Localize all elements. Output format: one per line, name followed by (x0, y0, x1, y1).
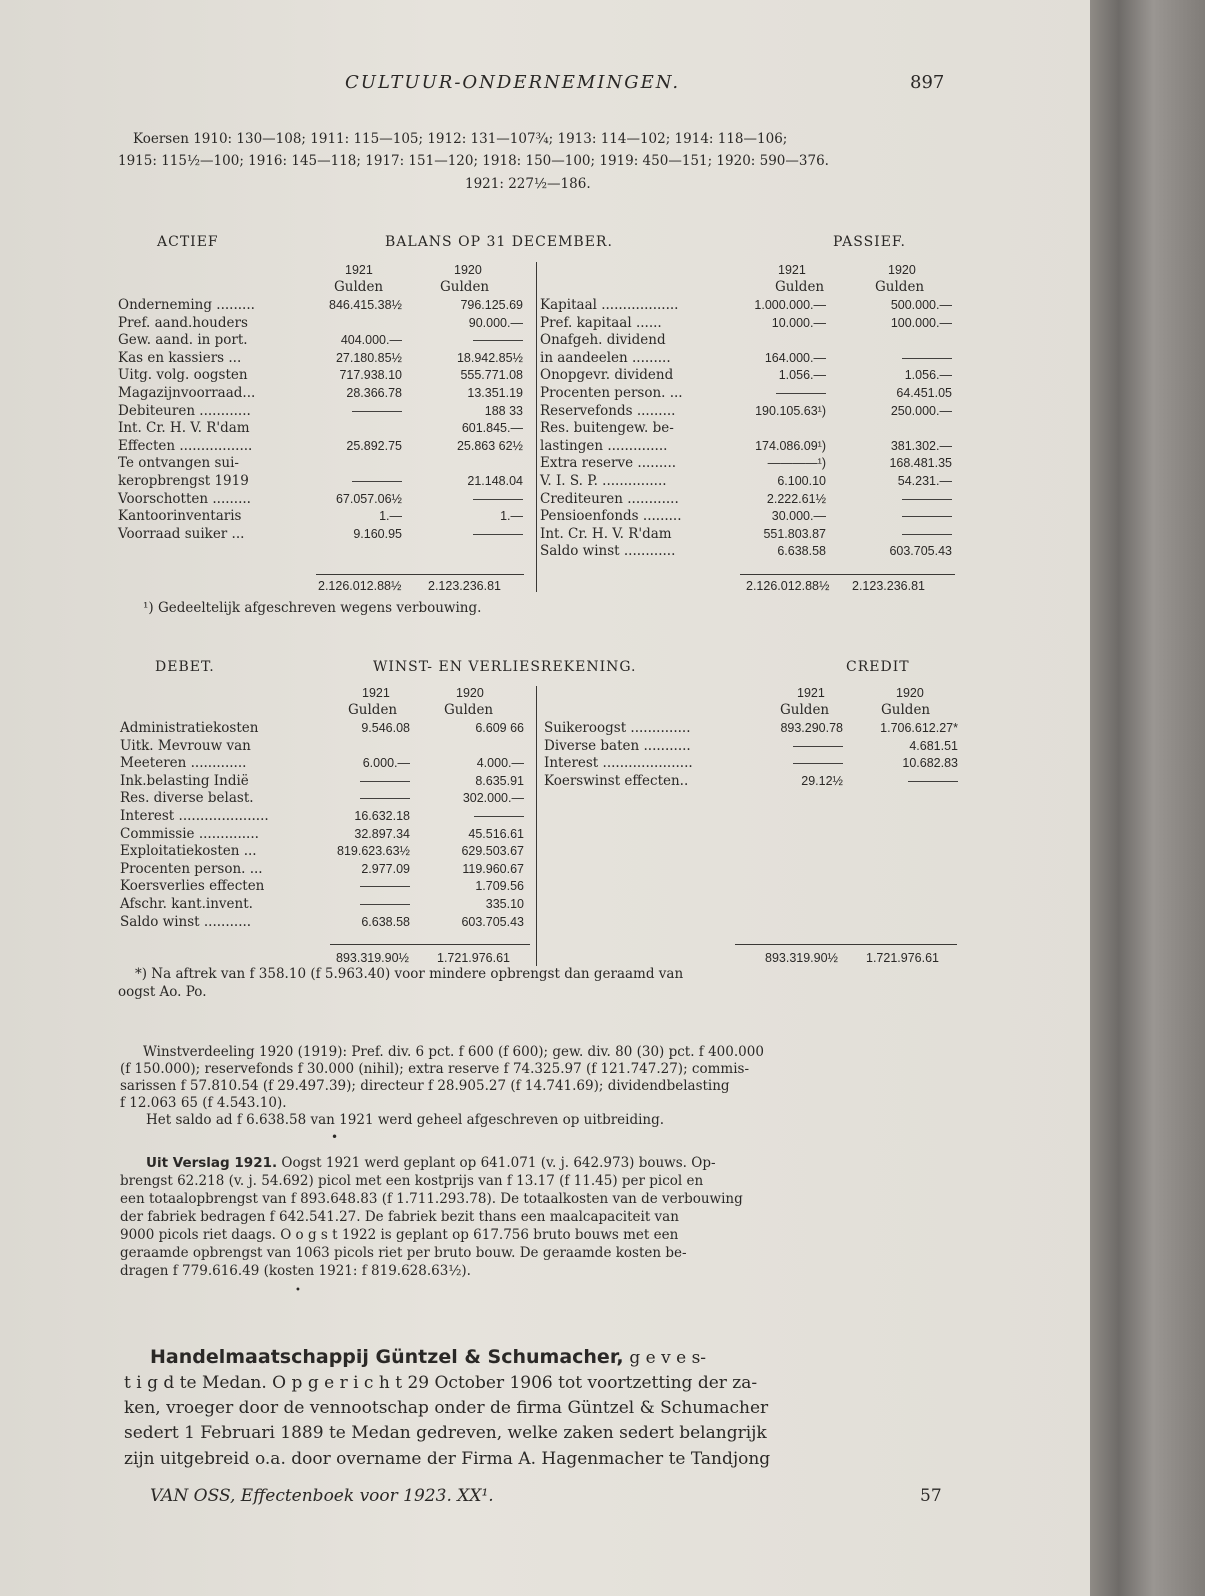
passief-row-label: Onopgevr. dividend (540, 367, 674, 384)
passief-row-value-1921: 551.803.87 (763, 526, 826, 541)
passief-row-label: lastingen .............. (540, 437, 668, 454)
passief-row-value-1921: 30.000.— (771, 509, 826, 524)
passief-row-value-1920: 54.231.— (897, 474, 952, 488)
actief-row-label: Debiteuren ............ (118, 402, 251, 419)
actief-row-label: Pref. aand.houders (118, 314, 248, 331)
actief-row-label: Voorschotten ......... (118, 490, 251, 507)
actief-row-value-1920: 90.000.— (468, 315, 523, 330)
credit-row-value-1920: 10.682.83 (902, 756, 958, 771)
verslag-line-7: dragen f 779.616.49 (kosten 1921: f 819.628.63½). (120, 1263, 471, 1279)
company-name: Handelmaatschappij Güntzel & Schumacher, (150, 1346, 624, 1368)
winst-footnote-line-2: oogst Ao. Po. (118, 984, 207, 1000)
actief-row-value-1920: 796.125.69 (460, 298, 523, 312)
passief-row-value-1921: ———— (776, 386, 826, 400)
page-footer-source: VAN OSS, Effectenboek voor 1923. XX¹. (150, 1486, 494, 1506)
winst-footnote-line-1: *) Na aftrek van f 358.10 (f 5.963.40) voor mindere opbrengst dan geraamd van (135, 966, 684, 982)
passief-row-value-1921: 10.000.— (771, 315, 826, 330)
actief-row-value-1920: ———— (473, 333, 523, 348)
debet-row-value-1920: ———— (474, 809, 524, 823)
balans-passief-heading: PASSIEF. (833, 234, 906, 250)
actief-row-label: Gew. aand. in port. (118, 332, 248, 349)
balans-column-divider (536, 262, 537, 592)
actief-row-label: Uitg. volg. oogsten (118, 367, 248, 384)
debet-row-value-1921: 2.977.09 (361, 861, 410, 876)
passief-row-value-1921: ————¹) (767, 456, 826, 471)
actief-row-value-1921: ———— (352, 474, 402, 488)
debet-row-label: Interest ..................... (120, 808, 269, 824)
credit-row-value-1920: ———— (908, 773, 958, 788)
passief-row-value-1920: 381.302.— (890, 438, 952, 453)
balans-unit-right-b: Gulden (875, 279, 925, 295)
debet-row-value-1920: 4.000.— (476, 756, 524, 771)
passief-row-label: Onafgeh. dividend (540, 332, 666, 349)
debet-row-value-1921: 819.623.63½ (337, 844, 410, 859)
actief-row-label: Effecten ................. (118, 437, 253, 454)
balans-total-right-1920: 2.123.236.81 (852, 579, 925, 593)
balans-unit-right-a: Gulden (775, 279, 825, 295)
passief-row-value-1921: 1.000.000.— (754, 298, 826, 312)
balans-total-rule-left (316, 574, 524, 575)
running-header-page-number: 897 (910, 72, 945, 93)
passief-row-value-1921: 190.105.63¹) (755, 403, 826, 418)
debet-row-label: Exploitatiekosten ... (120, 843, 257, 860)
credit-row-value-1921: ———— (793, 756, 843, 771)
verslag-line-6: geraamde opbrengst van 1063 picols riet per bruto bouw. De geraamde kosten be- (120, 1245, 687, 1261)
koersen-line-1: Koersen 1910: 130—108; 1911: 115—105; 1912: 131—107¾; 1913: 114—102; 1914: 118—106; (133, 131, 788, 147)
passief-row-value-1920: 500.000.— (890, 298, 952, 312)
passief-row-label: Extra reserve ......... (540, 455, 677, 472)
balans-year-1921-left: 1921 (345, 263, 373, 277)
actief-row-value-1920: 555.771.08 (460, 368, 523, 383)
credit-row-label: Koerswinst effecten.. (544, 772, 689, 789)
balans-total-rule-right (740, 574, 955, 575)
verslag-heading: Uit Verslag 1921. (146, 1155, 278, 1171)
debet-row-value-1920: 45.516.61 (468, 826, 524, 841)
debet-row-label: Commissie .............. (120, 825, 259, 842)
balans-total-left-1921: 2.126.012.88½ (318, 579, 402, 593)
winstverdeeling-line-3: sarissen f 57.810.54 (f 29.497.39); directeur f 28.905.27 (f 14.741.69); dividendbelasting (120, 1078, 730, 1094)
winst-total-right-1920: 1.721.976.61 (866, 951, 939, 965)
credit-row-label: Diverse baten ........... (544, 737, 691, 754)
page-footer-number: 57 (920, 1486, 942, 1506)
verslag-line-2: brengst 62.218 (v. j. 54.692) picol met een kostprijs van f 13.17 (f 11.45) per picol en (120, 1173, 704, 1189)
passief-row-value-1920: ———— (902, 350, 952, 365)
winst-credit-heading: CREDIT (846, 659, 910, 675)
actief-row-value-1920: 21.148.04 (467, 474, 523, 488)
actief-row-value-1921: 25.892.75 (346, 438, 402, 453)
winst-title: WINST- EN VERLIESREKENING. (373, 659, 637, 675)
debet-row-value-1920: 335.10 (485, 897, 524, 911)
actief-row-value-1921: 404.000.— (340, 333, 402, 348)
actief-row-label: Voorraad suiker ... (118, 525, 245, 542)
actief-row-value-1921: 9.160.95 (353, 526, 402, 541)
balans-actief-heading: ACTIEF (157, 234, 219, 250)
winst-unit-right-b: Gulden (881, 702, 931, 718)
passief-row-value-1921: 174.086.09¹) (755, 438, 826, 453)
balans-unit-left-a: Gulden (334, 279, 384, 295)
actief-row-value-1920: ———— (473, 491, 523, 506)
winstverdeeling-line-2: (f 150.000); reservefonds f 30.000 (nihil); extra reserve f 74.325.97 (f 121.747.27); commis- (120, 1061, 750, 1077)
winst-year-1921-left: 1921 (362, 686, 390, 700)
passief-row-label: Pensioenfonds ......... (540, 508, 682, 525)
bullet-dot-2: • (295, 1285, 301, 1296)
debet-row-label: Afschr. kant.invent. (120, 896, 253, 912)
debet-row-label: Ink.belasting Indië (120, 772, 249, 789)
verslag-line-3: een totaalopbrengst van f 893.648.83 (f 1.711.293.78). De totaalkosten van de verbouwing (120, 1191, 743, 1207)
passief-row-value-1921: 6.638.58 (777, 544, 826, 559)
bullet-dot-1: • (331, 1130, 339, 1144)
balans-total-left-1920: 2.123.236.81 (428, 579, 501, 593)
winst-unit-right-a: Gulden (780, 702, 830, 718)
page-edge-binding (1090, 0, 1205, 1596)
balans-total-right-1921: 2.126.012.88½ (746, 579, 830, 593)
debet-row-value-1921: 16.632.18 (354, 809, 410, 823)
actief-row-value-1921: 28.366.78 (346, 386, 402, 400)
passief-row-value-1920: 1.056.— (904, 368, 952, 383)
passief-row-label: Saldo winst ............ (540, 543, 676, 560)
actief-row-value-1920: 1.— (500, 509, 523, 524)
credit-row-value-1921: 29.12½ (801, 773, 843, 788)
actief-row-value-1921: 1.— (379, 509, 402, 524)
actief-row-value-1921: 67.057.06½ (335, 491, 402, 506)
actief-row-label: Onderneming ......... (118, 297, 255, 313)
passief-row-value-1920: 603.705.43 (889, 544, 952, 559)
passief-row-label: V. I. S. P. ............... (540, 473, 667, 489)
passief-row-value-1920: ———— (902, 526, 952, 541)
passief-row-value-1920: 64.451.05 (896, 386, 952, 400)
debet-row-value-1920: 6.609 66 (475, 721, 524, 735)
actief-row-label: Kantoorinventaris (118, 508, 242, 525)
debet-row-value-1920: 1.709.56 (475, 879, 524, 894)
debet-row-value-1921: 32.897.34 (354, 826, 410, 841)
winstverdeeling-line-4: f 12.063 65 (f 4.543.10). (120, 1095, 287, 1111)
debet-row-value-1920: 302.000.— (462, 791, 524, 806)
verslag-paragraph-line-1 (146, 1155, 716, 1173)
winst-total-left-1920: 1.721.976.61 (437, 951, 510, 965)
actief-row-value-1920: 13.351.19 (467, 386, 523, 400)
debet-row-label: Res. diverse belast. (120, 790, 254, 807)
actief-row-value-1921: 27.180.85½ (335, 350, 402, 365)
winst-debet-heading: DEBET. (155, 659, 215, 675)
debet-row-value-1921: ———— (360, 879, 410, 894)
debet-row-label: Meeteren ............. (120, 755, 247, 772)
passief-row-value-1921: 1.056.— (778, 368, 826, 383)
koersen-line-2: 1915: 115½—100; 1916: 145—118; 1917: 151—120; 1918: 150—100; 1919: 450—151; 1920: 590—376. (118, 153, 829, 169)
debet-row-label: Saldo winst ........... (120, 913, 252, 930)
actief-row-value-1920: ———— (473, 526, 523, 541)
winst-year-1921-right: 1921 (797, 686, 825, 700)
debet-row-value-1920: 119.960.67 (462, 861, 524, 876)
company-line-1 (150, 1345, 706, 1372)
actief-row-label: Magazijnvoorraad... (118, 385, 256, 401)
winst-year-1920-right: 1920 (896, 686, 924, 700)
winst-unit-left-a: Gulden (348, 702, 398, 718)
balans-year-1921-right: 1921 (778, 263, 806, 277)
winst-total-rule-left (330, 944, 530, 945)
debet-row-value-1920: 629.503.67 (461, 844, 524, 859)
debet-row-value-1921: ———— (360, 897, 410, 911)
company-line-1-tail: g e v e s- (629, 1348, 707, 1368)
credit-row-label: Interest ..................... (544, 755, 693, 772)
passief-row-label: Procenten person. ... (540, 385, 683, 401)
winst-year-1920-left: 1920 (456, 686, 484, 700)
passief-row-value-1921: 164.000.— (764, 350, 826, 365)
balans-unit-left-b: Gulden (440, 279, 490, 295)
company-line-2: t i g d te Medan. O p g e r i c h t 29 October 1906 tot voortzetting der za- (124, 1373, 758, 1393)
debet-row-label: Uitk. Mevrouw van (120, 737, 251, 754)
actief-row-value-1921: ———— (352, 403, 402, 418)
passief-row-value-1921: 2.222.61½ (766, 491, 826, 506)
winst-column-divider (536, 686, 537, 966)
winst-total-rule-right (735, 944, 957, 945)
winst-unit-left-b: Gulden (444, 702, 494, 718)
winstverdeeling-line-5: Het saldo ad f 6.638.58 van 1921 werd geheel afgeschreven op uitbreiding. (146, 1112, 665, 1128)
company-line-3: ken, vroeger door de vennootschap onder de firma Güntzel & Schumacher (124, 1398, 769, 1418)
passief-row-label: Reservefonds ......... (540, 402, 676, 419)
verslag-line-1-text: Oogst 1921 werd geplant op 641.071 (v. j. 642.973) bouws. Op- (281, 1155, 716, 1171)
passief-row-label: Kapitaal .................. (540, 297, 679, 313)
debet-row-value-1921: ———— (360, 773, 410, 788)
actief-row-label: Kas en kassiers ... (118, 349, 242, 366)
koersen-line-3: 1921: 227½—186. (465, 176, 591, 192)
actief-row-value-1920: 188 33 (484, 403, 523, 418)
actief-row-label: Te ontvangen sui- (118, 455, 239, 472)
actief-row-value-1921: 717.938.10 (339, 368, 402, 383)
debet-row-label: Procenten person. ... (120, 860, 263, 877)
passief-row-value-1921: 6.100.10 (777, 474, 826, 488)
credit-row-value-1920: 1.706.612.27* (880, 721, 958, 735)
actief-row-value-1920: 25.863 62½ (456, 438, 523, 453)
winst-total-left-1921: 893.319.90½ (336, 951, 409, 965)
passief-row-label: Res. buitengew. be- (540, 420, 674, 437)
verslag-line-4: der fabriek bedragen f 642.541.27. De fabriek bezit thans een maalcapaciteit van (120, 1209, 679, 1225)
credit-row-value-1921: 893.290.78 (780, 721, 843, 735)
balans-year-1920-right: 1920 (888, 263, 916, 277)
debet-row-label: Koersverlies effecten (120, 878, 265, 895)
balans-title: BALANS OP 31 DECEMBER. (385, 234, 613, 250)
actief-row-value-1920: 18.942.85½ (456, 350, 523, 365)
actief-row-value-1920: 601.845.— (461, 421, 523, 436)
debet-row-value-1921: 6.000.— (362, 756, 410, 771)
actief-row-value-1921: 846.415.38½ (329, 298, 402, 312)
actief-row-label: Int. Cr. H. V. R'dam (118, 420, 250, 437)
balans-footnote: ¹) Gedeeltelijk afgeschreven wegens verbouwing. (143, 600, 482, 616)
winstverdeeling-line-1: Winstverdeeling 1920 (1919): Pref. div. 6 pct. f 600 (f 600); gew. div. 80 (30) pct. f 400.000 (143, 1044, 764, 1060)
debet-row-value-1921: 9.546.08 (361, 721, 410, 735)
verslag-line-5: 9000 picols riet daags. O o g s t 1922 is geplant op 617.756 bruto bouws met een (120, 1227, 679, 1243)
running-header-title: CULTUUR-ONDERNEMINGEN. (345, 72, 681, 93)
company-line-4: sedert 1 Februari 1889 te Medan gedreven, welke zaken sedert belangrijk (124, 1423, 767, 1443)
passief-row-label: Crediteuren ............ (540, 490, 679, 507)
passief-row-label: Int. Cr. H. V. R'dam (540, 525, 672, 542)
debet-row-value-1921: 6.638.58 (361, 914, 410, 929)
balans-year-1920-left: 1920 (454, 263, 482, 277)
debet-row-value-1920: 603.705.43 (461, 914, 524, 929)
passief-row-value-1920: 100.000.— (890, 315, 952, 330)
debet-row-label: Administratiekosten (120, 720, 259, 736)
credit-row-label: Suikeroogst .............. (544, 720, 691, 736)
passief-row-label: Pref. kapitaal ...... (540, 314, 662, 331)
passief-row-value-1920: 250.000.— (890, 403, 952, 418)
credit-row-value-1921: ———— (793, 738, 843, 753)
credit-row-value-1920: 4.681.51 (909, 738, 958, 753)
passief-row-label: in aandeelen ......... (540, 349, 671, 366)
actief-row-label: keropbrengst 1919 (118, 473, 249, 489)
passief-row-value-1920: 168.481.35 (889, 456, 952, 471)
passief-row-value-1920: ———— (902, 491, 952, 506)
debet-row-value-1921: ———— (360, 791, 410, 806)
winst-total-right-1921: 893.319.90½ (765, 951, 838, 965)
debet-row-value-1920: 8.635.91 (475, 773, 524, 788)
passief-row-value-1920: ———— (902, 509, 952, 524)
company-line-5: zijn uitgebreid o.a. door overname der Firma A. Hagenmacher te Tandjong (124, 1449, 771, 1469)
